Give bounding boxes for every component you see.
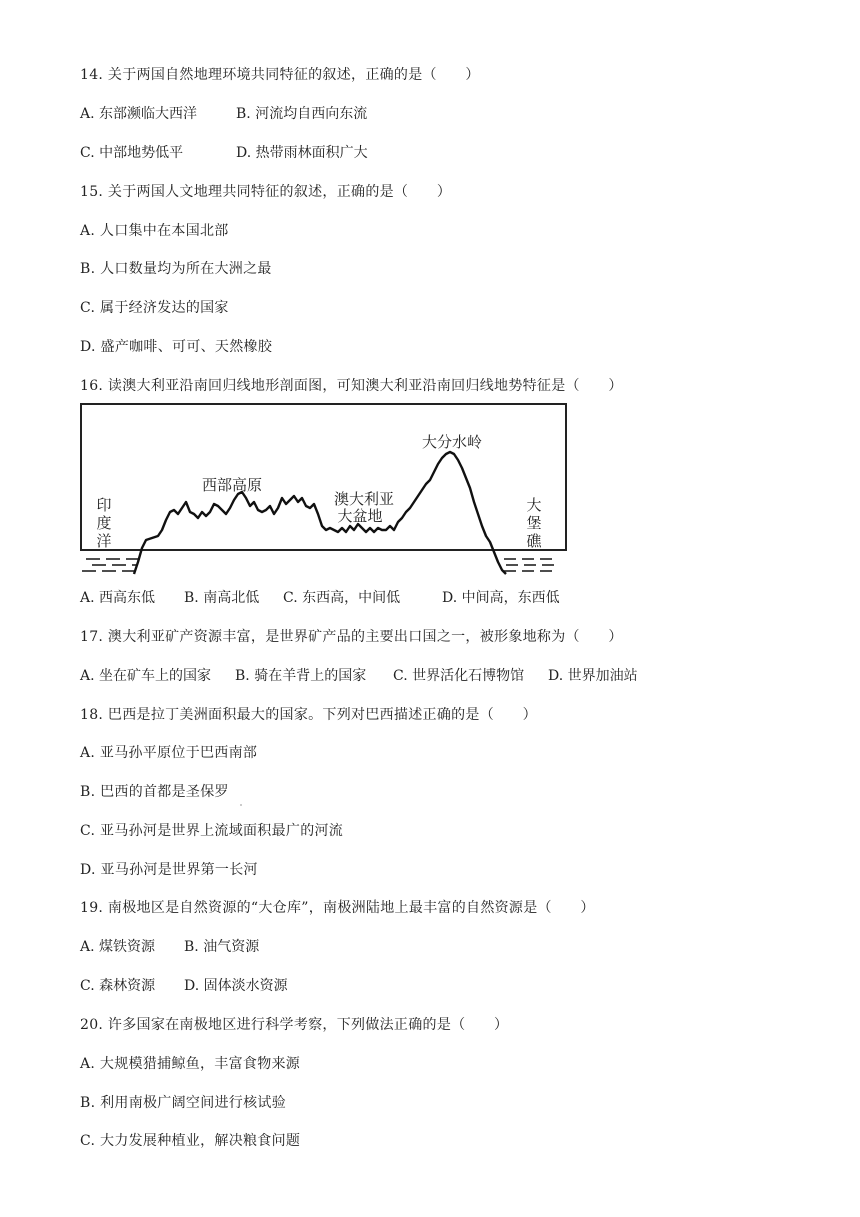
great-barrier-reef-label-char-1: 大 xyxy=(526,496,542,514)
question-14-options-row1 xyxy=(80,104,368,124)
option-b: B. 油气资源 xyxy=(184,939,260,955)
question-14-options-row2 xyxy=(80,143,368,163)
indian-ocean-label-char-1: 印 xyxy=(96,496,112,514)
great-artesian-basin-label-line2: 大盆地 xyxy=(337,507,383,525)
option-a: A. 煤铁资源 xyxy=(80,939,156,955)
option-a: A. 西高东低 xyxy=(80,590,156,606)
question-15-option-d: D. 盛产咖啡、可可、天然橡胶 xyxy=(80,339,273,355)
option-c: C. 东西高，中间低 xyxy=(283,590,401,606)
great-barrier-reef-label-char-3: 礁 xyxy=(526,532,542,550)
option-b: B. 南高北低 xyxy=(184,590,260,606)
question-15-option-b: B. 人口数量均为所在大洲之最 xyxy=(80,261,272,277)
australia-terrain-profile-figure xyxy=(78,402,572,578)
option-a: A. 东部濒临大西洋 xyxy=(80,106,198,122)
question-20-option-c: C. 大力发展种植业，解决粮食问题 xyxy=(80,1133,301,1149)
question-17-options-row xyxy=(80,666,638,686)
option-c: C. 中部地势低平 xyxy=(80,145,184,161)
western-plateau-label: 西部高原 xyxy=(201,476,263,494)
indian-ocean-label-char-3: 洋 xyxy=(96,532,112,550)
option-b: B. 河流均自西向东流 xyxy=(236,106,368,122)
question-20-option-b: B. 利用南极广阔空间进行核试验 xyxy=(80,1095,286,1111)
question-19-stem: 19. 南极地区是自然资源的“大仓库”，南极洲陆地上最丰富的自然资源是（ ） xyxy=(80,900,595,916)
question-18-option-b: B. 巴西的首都是圣保罗 xyxy=(80,784,229,800)
question-19-options-row2 xyxy=(80,976,288,996)
coral-sea-water-icon xyxy=(504,559,554,571)
indian-ocean-label-char-2: 度 xyxy=(96,514,112,532)
question-16-stem: 16. 读澳大利亚沿南回归线地形剖面图，可知澳大利亚沿南回归线地势特征是（ ） xyxy=(80,378,623,394)
scan-speck xyxy=(240,804,242,806)
option-c: C. 世界活化石博物馆 xyxy=(393,668,525,684)
option-d: D. 热带雨林面积广大 xyxy=(236,145,368,161)
question-18-option-a: A. 亚马孙平原位于巴西南部 xyxy=(80,745,258,761)
option-b: B. 骑在羊背上的国家 xyxy=(235,668,367,684)
great-artesian-basin-label-line1: 澳大利亚 xyxy=(333,490,395,508)
question-19-options-row1 xyxy=(80,937,260,957)
question-16-options-row xyxy=(80,588,560,608)
option-a: A. 坐在矿车上的国家 xyxy=(80,668,212,684)
option-c: C. 森林资源 xyxy=(80,978,156,994)
question-20-option-a: A. 大规模猎捕鲸鱼，丰富食物来源 xyxy=(80,1056,301,1072)
terrain-profile-line xyxy=(134,452,506,574)
question-17-stem: 17. 澳大利亚矿产资源丰富，是世界矿产品的主要出口国之一，被形象地称为（ ） xyxy=(80,629,623,645)
option-d: D. 固体淡水资源 xyxy=(184,978,288,994)
option-d: D. 世界加油站 xyxy=(548,668,638,684)
great-dividing-range-label: 大分水岭 xyxy=(421,433,483,451)
great-barrier-reef-label-char-2: 堡 xyxy=(526,514,542,532)
question-18-stem: 18. 巴西是拉丁美洲面积最大的国家。下列对巴西描述正确的是（ ） xyxy=(80,707,537,723)
question-15-option-c: C. 属于经济发达的国家 xyxy=(80,300,229,316)
question-14-stem: 14. 关于两国自然地理环境共同特征的叙述，正确的是（ ） xyxy=(80,67,480,83)
indian-ocean-water-icon xyxy=(82,559,140,571)
question-18-option-c: C. 亚马孙河是世界上流域面积最广的河流 xyxy=(80,823,344,839)
question-20-stem: 20. 许多国家在南极地区进行科学考察，下列做法正确的是（ ） xyxy=(80,1017,509,1033)
question-15-option-a: A. 人口集中在本国北部 xyxy=(80,223,229,239)
question-15-stem: 15. 关于两国人文地理共同特征的叙述，正确的是（ ） xyxy=(80,184,452,200)
option-d: D. 中间高，东西低 xyxy=(442,590,560,606)
question-18-option-d: D. 亚马孙河是世界第一长河 xyxy=(80,862,258,878)
